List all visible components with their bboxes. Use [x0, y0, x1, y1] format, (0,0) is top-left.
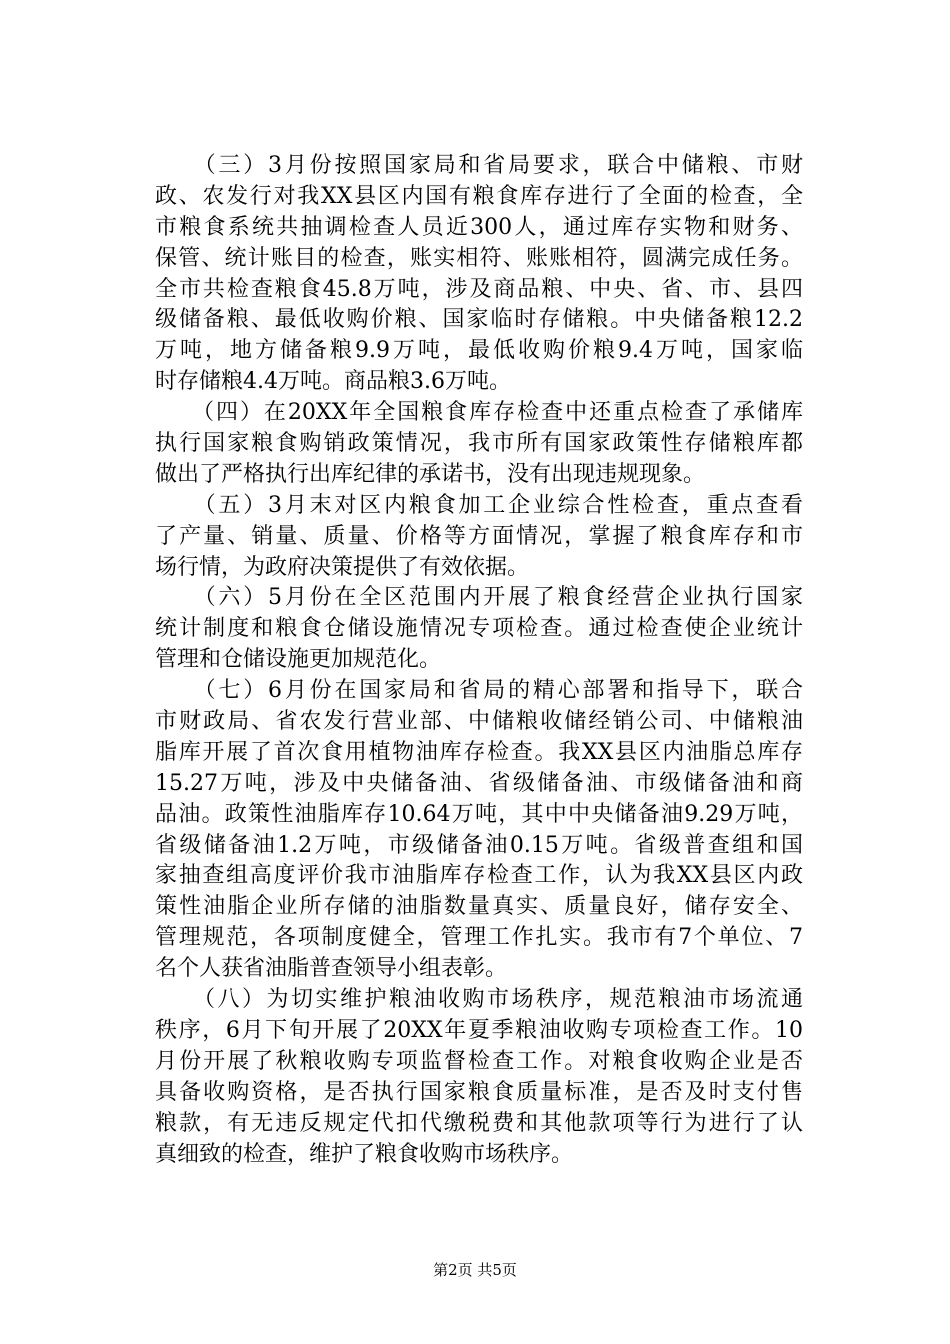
text-line: （六）5月份在全区范围内开展了粮食经营企业执行国家	[155, 585, 803, 611]
page-footer: 第2页 共5页	[433, 1261, 517, 1279]
paragraph	[155, 151, 803, 398]
paragraph	[155, 398, 803, 491]
text-line: 做出了严格执行出库纪律的承诺书，没有出现违规现象。	[155, 461, 706, 487]
text-line: 级储备粮、最低收购价粮、国家临时存储粮。中央储备粮12.2	[155, 307, 803, 333]
text-line: 万吨，地方储备粮9.9万吨，最低收购价粮9.4万吨，国家临	[155, 338, 803, 364]
text-line: 政、农发行对我XX县区内国有粮食库存进行了全面的检查，全	[155, 183, 803, 209]
text-line: 省级储备油1.2万吨，市级储备油0.15万吨。省级普查组和国	[155, 832, 803, 858]
text-line: （七）6月份在国家局和省局的精心部署和指导下，联合	[155, 678, 803, 704]
text-line: 执行国家粮食购销政策情况，我市所有国家政策性存储粮库都	[155, 431, 803, 457]
text-line: 名个人获省油脂普查领导小组表彰。	[155, 956, 508, 982]
document-body	[155, 151, 803, 1170]
paragraph	[155, 583, 803, 676]
text-line: 市财政局、省农发行营业部、中储粮收储经销公司、中储粮油	[155, 709, 803, 735]
text-line: （八）为切实维护粮油收购市场秩序，规范粮油市场流通	[155, 987, 803, 1013]
text-line: 脂库开展了首次食用植物油库存检查。我XX县区内油脂总库存	[155, 739, 803, 765]
text-line: 时存储粮4.4万吨。商品粮3.6万吨。	[155, 369, 511, 395]
text-line: 策性油脂企业所存储的油脂数量真实、质量良好，储存安全、	[155, 894, 803, 920]
text-line: 真细致的检查，维护了粮食收购市场秩序。	[155, 1141, 574, 1167]
text-line: 粮款，有无违反规定代扣代缴税费和其他款项等行为进行了认	[155, 1110, 803, 1136]
text-line: 统计制度和粮食仓储设施情况专项检查。通过检查使企业统计	[155, 616, 803, 642]
text-line: （五）3月末对区内粮食加工企业综合性检查，重点查看	[155, 492, 803, 518]
text-line: 场行情，为政府决策提供了有效依据。	[155, 554, 530, 580]
text-line: 月份开展了秋粮收购专项监督检查工作。对粮食收购企业是否	[155, 1048, 803, 1074]
text-line: 家抽查组高度评价我市油脂库存检查工作，认为我XX县区内政	[155, 863, 803, 889]
paragraph	[155, 985, 803, 1170]
paragraph	[155, 676, 803, 985]
paragraph	[155, 491, 803, 584]
text-line: 具备收购资格，是否执行国家粮食质量标准，是否及时支付售	[155, 1079, 803, 1105]
text-line: 品油。政策性油脂库存10.64万吨，其中中央储备油9.29万吨，	[155, 801, 803, 827]
text-line: 保管、统计账目的检查，账实相符、账账相符，圆满完成任务。	[155, 245, 803, 271]
text-line: 了产量、销量、质量、价格等方面情况，掌握了粮食库存和市	[155, 523, 803, 549]
text-line: 15.27万吨，涉及中央储备油、省级储备油、市级储备油和商	[155, 770, 803, 796]
text-line: 管理和仓储设施更加规范化。	[155, 647, 442, 673]
text-line: （四）在20XX年全国粮食库存检查中还重点检查了承储库	[155, 400, 803, 426]
text-line: 秩序，6月下旬开展了20XX年夏季粮油收购专项检查工作。10	[155, 1017, 803, 1043]
text-line: 全市共检查粮食45.8万吨，涉及商品粮、中央、省、市、县四	[155, 276, 803, 302]
text-line: 市粮食系统共抽调检查人员近300人，通过库存实物和财务、	[155, 214, 803, 240]
text-line: （三）3月份按照国家局和省局要求，联合中储粮、市财	[155, 153, 803, 178]
text-line: 管理规范，各项制度健全，管理工作扎实。我市有7个单位、7	[155, 925, 803, 951]
